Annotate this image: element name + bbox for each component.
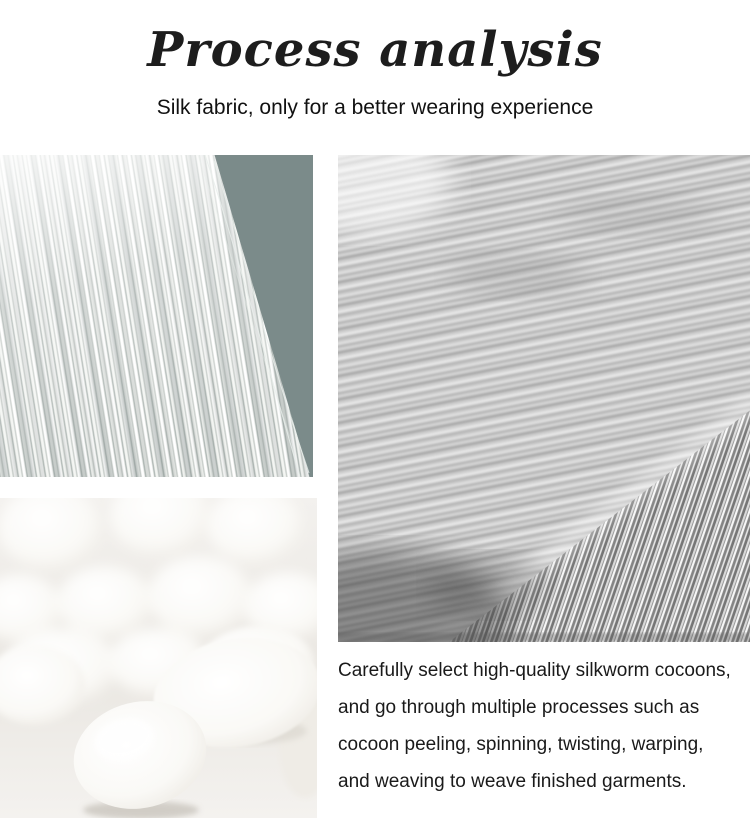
description-line: and go through multiple processes such as [338, 697, 700, 718]
silk-fiber-bundle-image [0, 155, 313, 477]
section-subtitle: Silk fabric, only for a better wearing experience [156, 96, 594, 119]
section-title: Process analysis [147, 22, 603, 78]
section-header [0, 0, 750, 122]
description-line: Carefully select high-quality silkworm cocoons, [338, 660, 731, 681]
process-description [338, 652, 750, 800]
description-line: cocoon peeling, spinning, twisting, warping, [338, 734, 704, 755]
loom-silk-threads-image [338, 155, 750, 642]
silkworm-cocoons-image [0, 498, 317, 818]
description-line: and weaving to weave finished garments. [338, 771, 687, 792]
